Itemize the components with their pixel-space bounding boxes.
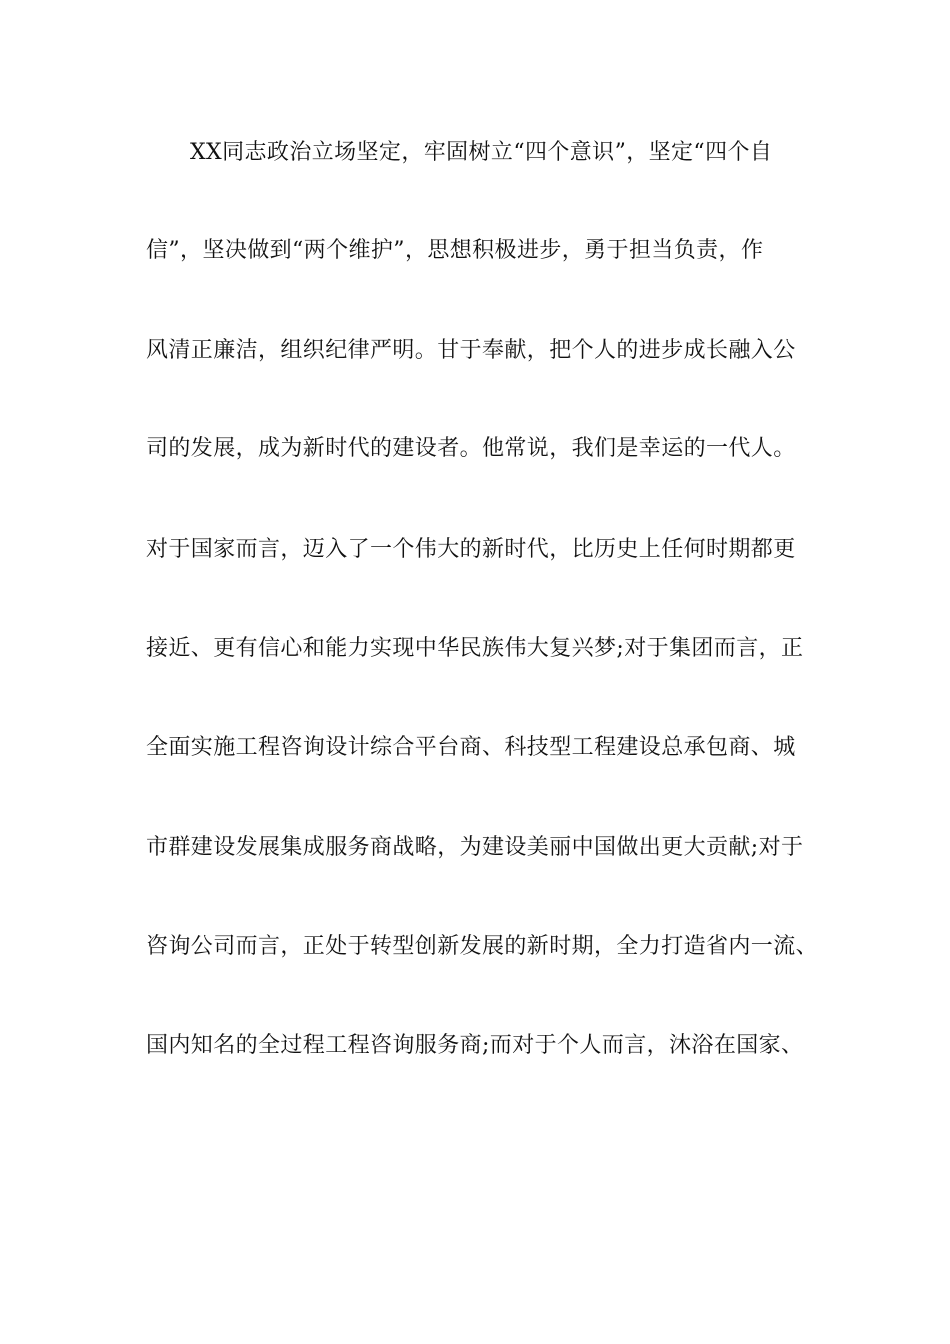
- paragraph-line: 接近、更有信心和能力实现中华民族伟大复兴梦;对于集团而言，正: [146, 636, 804, 661]
- paragraph-line: 咨询公司而言，正处于转型创新发展的新时期，全力打造省内一流、: [146, 934, 819, 959]
- paragraph-line: 司的发展，成为新时代的建设者。他常说，我们是幸运的一代人。: [146, 436, 796, 461]
- paragraph-line: 信”，坚决做到“两个维护”，思想积极进步，勇于担当负责，作: [146, 238, 764, 263]
- paragraph-line: 国内知名的全过程工程咨询服务商;而对于个人而言，沐浴在国家、: [146, 1033, 804, 1058]
- paragraph-line: XX同志政治立场坚定，牢固树立“四个意识”，坚定“四个自: [190, 140, 773, 165]
- paragraph-line: 市群建设发展集成服务商战略，为建设美丽中国做出更大贡献;对于: [146, 835, 804, 860]
- paragraph-line: 对于国家而言，迈入了一个伟大的新时代，比历史上任何时期都更: [146, 537, 796, 562]
- paragraph-line: 风清正廉洁，组织纪律严明。甘于奉献，把个人的进步成长融入公: [146, 338, 796, 363]
- paragraph-line: 全面实施工程咨询设计综合平台商、科技型工程建设总承包商、城: [146, 735, 796, 760]
